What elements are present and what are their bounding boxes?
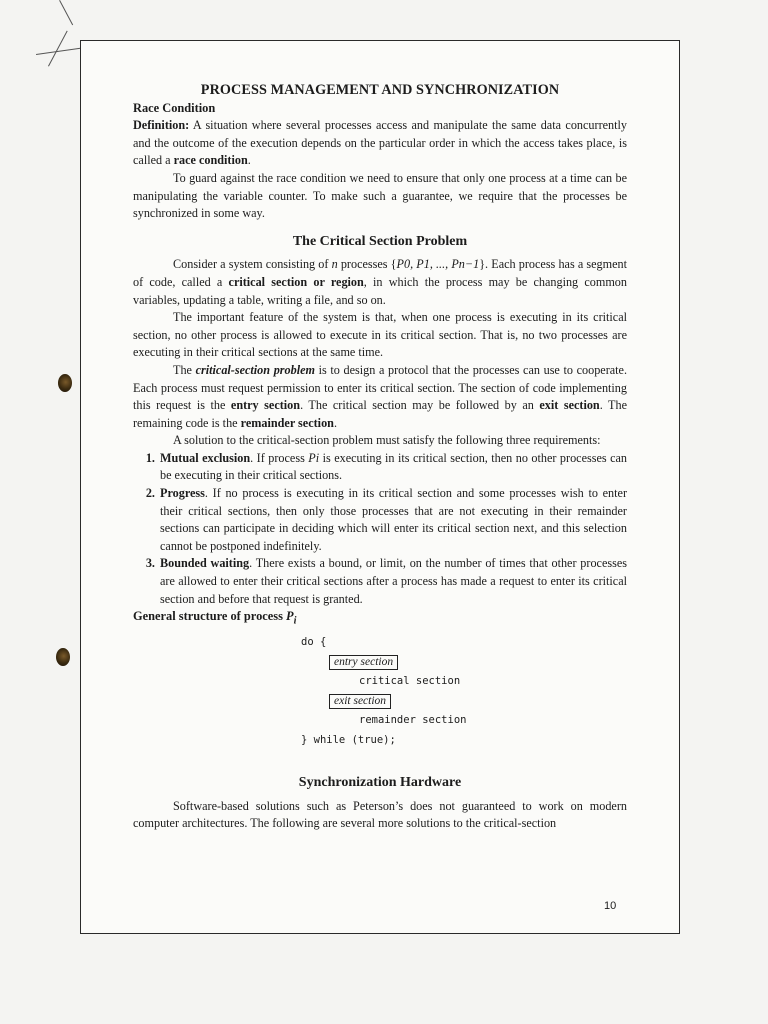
code-line-critical: critical section <box>359 675 461 688</box>
text-span: . There exists a bound, or limit, on the number of times that other processes are allowed to enter their critical sections after a process has made a request to enter its critical section and before that request is granted. <box>160 556 627 606</box>
list-item <box>158 485 627 555</box>
entry-section-term: entry section <box>230 398 301 413</box>
page-title: PROCESS MANAGEMENT AND SYNCHRONIZATION <box>200 82 560 98</box>
text-span: processes { <box>337 257 397 272</box>
exit-section-box: exit section <box>329 694 391 709</box>
race-condition-section <box>133 100 627 223</box>
punch-hole <box>56 648 70 666</box>
list-item <box>158 555 627 608</box>
requirements-intro: A solution to the critical-section problem must satisfy the following three requirements: <box>173 433 601 448</box>
exit-section-term: exit section <box>539 398 600 413</box>
text-span: is executing in its critical section, then no other processes can be executing in their critical sections. <box>160 450 627 483</box>
text-span: General structure of process <box>133 609 287 624</box>
race-condition-term: race condition <box>173 153 248 168</box>
text-span: . The remaining code is the <box>133 398 627 430</box>
critical-section-paragraph-1 <box>133 256 627 309</box>
progress-label: Progress <box>160 486 205 501</box>
text-span: }. Each process has a segment of code, called a <box>133 257 628 289</box>
list-item <box>158 450 627 485</box>
text-span: . The critical section may be followed by an <box>300 398 540 413</box>
critical-section-body <box>133 256 627 750</box>
text-span: The <box>173 362 196 377</box>
code-line-exit <box>133 692 627 712</box>
critical-section-term: critical section or region <box>228 274 364 289</box>
corner-fold-line <box>59 0 73 25</box>
definition-label: Definition: <box>133 118 190 133</box>
math-subscript: i <box>293 615 297 627</box>
math-n: n <box>331 257 338 272</box>
text-span: . <box>333 415 337 430</box>
mutual-exclusion-label: Mutual exclusion <box>160 450 251 465</box>
code-line-entry <box>133 653 627 673</box>
critical-section-heading: The Critical Section Problem <box>292 233 468 249</box>
code-line-end: } while (true); <box>301 733 396 746</box>
corner-fold-line <box>48 31 68 67</box>
race-condition-heading: Race Condition <box>133 100 216 115</box>
code-line-remainder: remainder section <box>359 714 467 727</box>
code-line-do: do { <box>301 636 327 649</box>
text-span: Consider a system consisting of <box>173 257 332 272</box>
race-guard-paragraph: To guard against the race condition we need to ensure that only one process at a time can be manipulating the variable counter. To make such a guarantee, we require that the processes be synchronized in some way. <box>133 170 627 221</box>
bounded-waiting-label: Bounded waiting <box>160 556 250 571</box>
text-span: is to design a protocol that the processes can use to cooperate. Each process must request permission to enter its critical section. The section of code implementing this request is the <box>133 362 628 413</box>
text-span: . If process <box>250 450 309 465</box>
process-set: P0, P1, ..., Pn−1 <box>396 257 480 272</box>
code-block <box>133 633 627 750</box>
requirements-list <box>133 450 627 608</box>
page-number: 10 <box>604 900 617 912</box>
entry-section-box: entry section <box>329 655 398 670</box>
math-p: P <box>286 609 294 624</box>
math-pi: Pi <box>308 450 320 465</box>
synchronization-hardware-paragraph: Software-based solutions such as Peterson’s does not guaranteed to work on modern computer architectures. The following are several more solutions to the critical-section <box>133 798 627 831</box>
synchronization-hardware-heading: Synchronization Hardware <box>298 775 462 791</box>
definition-end: . <box>247 153 251 168</box>
critical-section-paragraph-3 <box>133 362 627 432</box>
document-content <box>133 82 627 833</box>
critical-section-paragraph-2: The important feature of the system is that, when one process is executing in its critical section, no other process is allowed to execute in its critical section. That is, no two processes are executing in their critical sections at the same time. <box>133 310 627 360</box>
punch-hole <box>58 374 72 392</box>
race-condition-definition <box>133 117 627 170</box>
general-structure-heading <box>133 608 627 630</box>
text-span: , in which the process may be changing common variables, updating a table, writing a file, and so on. <box>133 274 627 307</box>
remainder-section-term: remainder section <box>240 415 334 430</box>
definition-text: A situation where several processes access and manipulate the same data concurrently and the outcome of the execution depends on the particular order in which the access takes place, is called a <box>133 118 627 168</box>
text-span: . If no process is executing in its critical section and some processes wish to enter their critical sections, then only those processes that are not executing in their remainder sections can participate in deciding which will enter its critical section next, and this selection cannot be postponed indefinitely. <box>160 486 627 553</box>
critical-section-problem-term: critical-section problem <box>195 362 315 377</box>
